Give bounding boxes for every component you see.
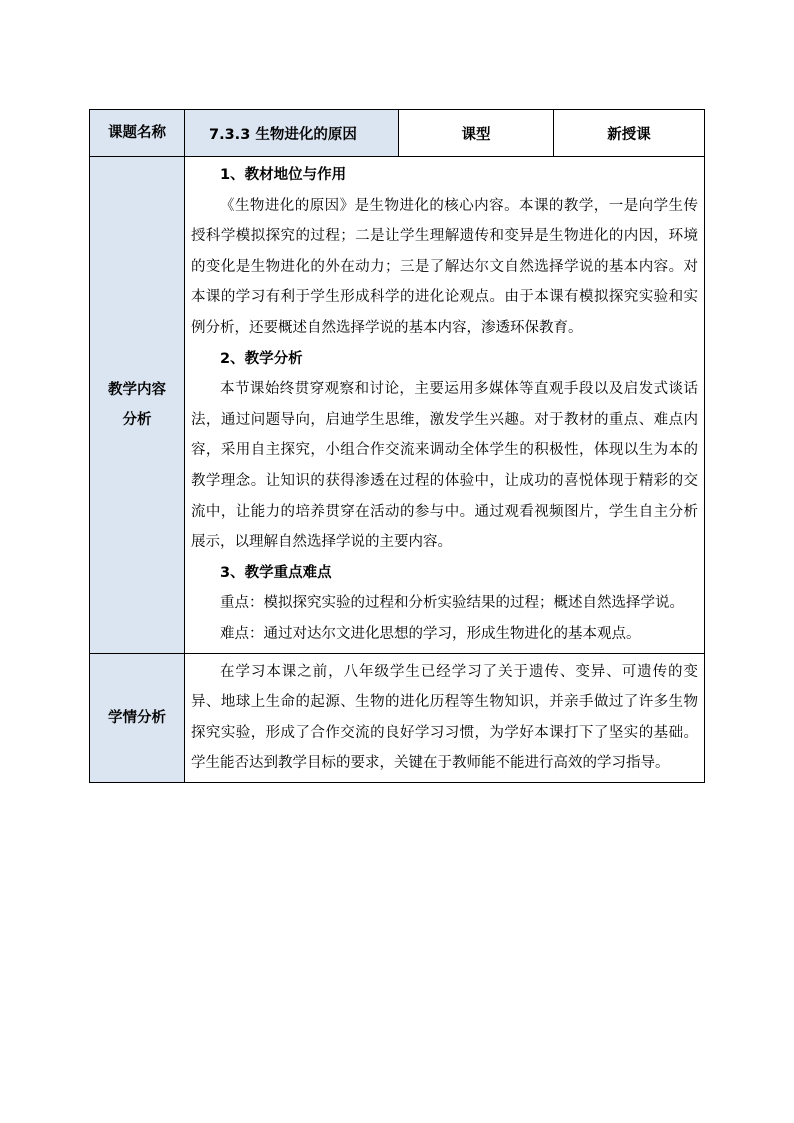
student-analysis-label: 学情分析 [90,653,185,782]
key-point-paragraph: 重点：模拟探究实验的过程和分析实验结果的过程；概述自然选择学说。 [220,595,684,612]
section-heading-position: 1、教材地位与作用 [220,167,347,183]
section-heading-key-points: 3、教学重点难点 [220,564,332,581]
section-paragraph-teaching-analysis: 本节课始终贯穿观察和讨论，主要运用多媒体等直观手段以及启发式谈话法，通过问题导向，启迪学生思维，激发学生兴趣。对于教材的重点、难点内容，采用自主探究，小组合作交流来调动全体学生的积极性，体现以生为本的教学理念。让知识的获得渗透在过程的体验中，让成功的喜悦体现于精彩的交流中，让能力的培养贯穿在活动的参与中。通过观看视频图片，学生自主分析展示，以理解自然选择学说的主要内容。 [191,381,698,551]
section-paragraph-position: 《生物进化的原因》是生物进化的核心内容。本课的教学，一是向学生传授科学模拟探究的过程；二是让学生理解遗传和变异是生物进化的内因，环境的变化是生物进化的外在动力；三是了解达尔文自然选择学说的基本内容。对本课的学习有利于学生形成科学的进化论观点。由于本课有模拟探究实验和实例分析，还要概述自然选择学说的基本内容，渗透环保教育。 [191,197,698,336]
header-row [90,110,705,157]
student-analysis-body [185,653,705,782]
student-analysis-paragraph: 在学习本课之前，八年级学生已经学习了关于遗传、变异、可遗传的变异、地球上生命的起源、生物的进化历程等生物知识，并亲手做过了许多生物探究实验，形成了合作交流的良好学习习惯，为学好本课打下了坚实的基础。学生能否达到教学目标的要求，关键在于教师能不能进行高效的学习指导。 [191,663,698,772]
section-heading-teaching-analysis: 2、教学分析 [220,350,303,367]
content-analysis-row [90,157,705,654]
lesson-type-value: 新授课 [554,110,705,157]
lesson-title-label: 课题名称 [90,110,185,157]
student-analysis-row [90,653,705,782]
lesson-type-label: 课型 [399,110,554,157]
difficult-point-paragraph: 难点：通过对达尔文进化思想的学习，形成生物进化的基本观点。 [220,625,641,642]
lesson-title-value: 7.3.3 生物进化的原因 [185,110,399,157]
lesson-plan-table [89,109,705,783]
content-analysis-label [90,157,185,654]
content-analysis-label-line1: 教学内容 [108,381,166,398]
content-analysis-body [185,157,705,654]
content-analysis-label-line2: 分析 [122,411,152,428]
